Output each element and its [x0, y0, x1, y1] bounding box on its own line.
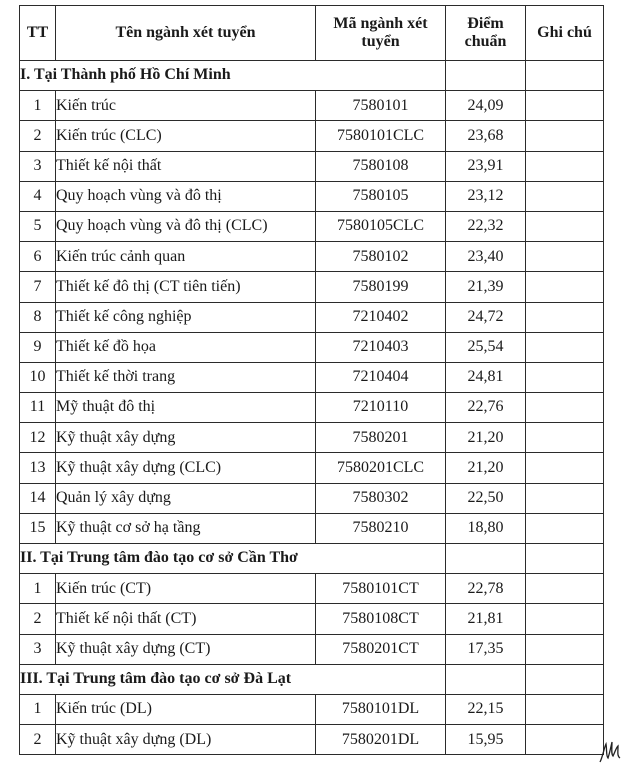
note-cell: [526, 121, 604, 151]
row-number: 2: [20, 121, 56, 151]
major-name: Kiến trúc (CT): [56, 574, 316, 604]
note-cell: [526, 694, 604, 724]
header-name: Tên ngành xét tuyển: [56, 6, 316, 61]
table-row: [20, 151, 604, 181]
row-number: 5: [20, 211, 56, 241]
note-cell: [526, 91, 604, 121]
table-row: [20, 272, 604, 302]
admission-score-table: [19, 5, 604, 755]
section-note-cell: [526, 544, 604, 574]
major-code: 7580210: [316, 513, 446, 543]
major-code: 7210402: [316, 302, 446, 332]
cutoff-score: 24,81: [446, 362, 526, 392]
note-cell: [526, 302, 604, 332]
section-score-cell: [446, 544, 526, 574]
section-title: III. Tại Trung tâm đào tạo cơ sở Đà Lạt: [20, 664, 446, 694]
row-number: 4: [20, 181, 56, 211]
cutoff-score: 22,50: [446, 483, 526, 513]
table-body: [20, 61, 604, 755]
major-code: 7580108: [316, 151, 446, 181]
table-row: [20, 91, 604, 121]
header-code: Mã ngành xét tuyển: [316, 6, 446, 61]
section-score-cell: [446, 61, 526, 91]
table-row: [20, 574, 604, 604]
cutoff-score: 18,80: [446, 513, 526, 543]
row-number: 9: [20, 332, 56, 362]
table-row: [20, 362, 604, 392]
table-row: [20, 121, 604, 151]
row-number: 3: [20, 151, 56, 181]
cutoff-score: 24,09: [446, 91, 526, 121]
cutoff-score: 23,68: [446, 121, 526, 151]
section-title: II. Tại Trung tâm đào tạo cơ sở Cần Thơ: [20, 544, 446, 574]
note-cell: [526, 211, 604, 241]
cutoff-score: 23,12: [446, 181, 526, 211]
major-name: Mỹ thuật đô thị: [56, 393, 316, 423]
major-name: Kiến trúc: [56, 91, 316, 121]
note-cell: [526, 393, 604, 423]
row-number: 2: [20, 604, 56, 634]
major-name: Quy hoạch vùng và đô thị: [56, 181, 316, 211]
section-note-cell: [526, 664, 604, 694]
major-code: 7580302: [316, 483, 446, 513]
major-code: 7580105CLC: [316, 211, 446, 241]
major-name: Thiết kế đồ họa: [56, 332, 316, 362]
row-number: 3: [20, 634, 56, 664]
major-name: Thiết kế nội thất (CT): [56, 604, 316, 634]
note-cell: [526, 242, 604, 272]
row-number: 1: [20, 694, 56, 724]
section-row: [20, 664, 604, 694]
table-row: [20, 725, 604, 755]
note-cell: [526, 272, 604, 302]
major-name: Kỹ thuật xây dựng: [56, 423, 316, 453]
row-number: 2: [20, 725, 56, 755]
major-code: 7210403: [316, 332, 446, 362]
table-row: [20, 513, 604, 543]
major-code: 7580105: [316, 181, 446, 211]
section-row: [20, 544, 604, 574]
major-code: 7210110: [316, 393, 446, 423]
note-cell: [526, 362, 604, 392]
major-name: Thiết kế đô thị (CT tiên tiến): [56, 272, 316, 302]
table-row: [20, 211, 604, 241]
table-row: [20, 393, 604, 423]
table-row: [20, 181, 604, 211]
row-number: 8: [20, 302, 56, 332]
section-note-cell: [526, 61, 604, 91]
row-number: 10: [20, 362, 56, 392]
cutoff-score: 23,40: [446, 242, 526, 272]
table-row: [20, 483, 604, 513]
signature-icon: [598, 738, 622, 764]
table-row: [20, 694, 604, 724]
major-code: 7580108CT: [316, 604, 446, 634]
note-cell: [526, 604, 604, 634]
header-score: Điểm chuẩn: [446, 6, 526, 61]
major-code: 7580101CLC: [316, 121, 446, 151]
major-code: 7580101CT: [316, 574, 446, 604]
note-cell: [526, 725, 604, 755]
row-number: 6: [20, 242, 56, 272]
cutoff-score: 24,72: [446, 302, 526, 332]
note-cell: [526, 332, 604, 362]
note-cell: [526, 634, 604, 664]
major-name: Quy hoạch vùng và đô thị (CLC): [56, 211, 316, 241]
table-row: [20, 332, 604, 362]
major-name: Kiến trúc (DL): [56, 694, 316, 724]
note-cell: [526, 483, 604, 513]
major-name: Kiến trúc (CLC): [56, 121, 316, 151]
major-code: 7580201: [316, 423, 446, 453]
table-row: [20, 423, 604, 453]
major-code: 7580101: [316, 91, 446, 121]
major-code: 7580201CT: [316, 634, 446, 664]
major-code: 7580101DL: [316, 694, 446, 724]
note-cell: [526, 574, 604, 604]
cutoff-score: 15,95: [446, 725, 526, 755]
cutoff-score: 21,20: [446, 423, 526, 453]
section-score-cell: [446, 664, 526, 694]
row-number: 1: [20, 91, 56, 121]
major-name: Quản lý xây dựng: [56, 483, 316, 513]
cutoff-score: 23,91: [446, 151, 526, 181]
cutoff-score: 21,81: [446, 604, 526, 634]
cutoff-score: 21,39: [446, 272, 526, 302]
major-code: 7580201CLC: [316, 453, 446, 483]
major-code: 7580199: [316, 272, 446, 302]
row-number: 14: [20, 483, 56, 513]
major-name: Kỹ thuật xây dựng (CLC): [56, 453, 316, 483]
major-name: Thiết kế nội thất: [56, 151, 316, 181]
major-code: 7210404: [316, 362, 446, 392]
cutoff-score: 22,78: [446, 574, 526, 604]
table-row: [20, 453, 604, 483]
note-cell: [526, 181, 604, 211]
row-number: 1: [20, 574, 56, 604]
major-name: Kỹ thuật xây dựng (DL): [56, 725, 316, 755]
major-name: Thiết kế công nghiệp: [56, 302, 316, 332]
cutoff-score: 25,54: [446, 332, 526, 362]
table-row: [20, 634, 604, 664]
section-title: I. Tại Thành phố Hồ Chí Minh: [20, 61, 446, 91]
major-name: Thiết kế thời trang: [56, 362, 316, 392]
major-name: Kỹ thuật cơ sở hạ tầng: [56, 513, 316, 543]
row-number: 12: [20, 423, 56, 453]
note-cell: [526, 453, 604, 483]
major-code: 7580201DL: [316, 725, 446, 755]
major-code: 7580102: [316, 242, 446, 272]
header-note: Ghi chú: [526, 6, 604, 61]
section-row: [20, 61, 604, 91]
major-name: Kỹ thuật xây dựng (CT): [56, 634, 316, 664]
table-row: [20, 302, 604, 332]
row-number: 11: [20, 393, 56, 423]
note-cell: [526, 513, 604, 543]
major-name: Kiến trúc cảnh quan: [56, 242, 316, 272]
cutoff-score: 22,15: [446, 694, 526, 724]
table-row: [20, 604, 604, 634]
note-cell: [526, 423, 604, 453]
note-cell: [526, 151, 604, 181]
cutoff-score: 17,35: [446, 634, 526, 664]
cutoff-score: 22,32: [446, 211, 526, 241]
cutoff-score: 21,20: [446, 453, 526, 483]
row-number: 7: [20, 272, 56, 302]
header-tt: TT: [20, 6, 56, 61]
header-row: [20, 6, 604, 61]
row-number: 13: [20, 453, 56, 483]
row-number: 15: [20, 513, 56, 543]
cutoff-score: 22,76: [446, 393, 526, 423]
table-row: [20, 242, 604, 272]
